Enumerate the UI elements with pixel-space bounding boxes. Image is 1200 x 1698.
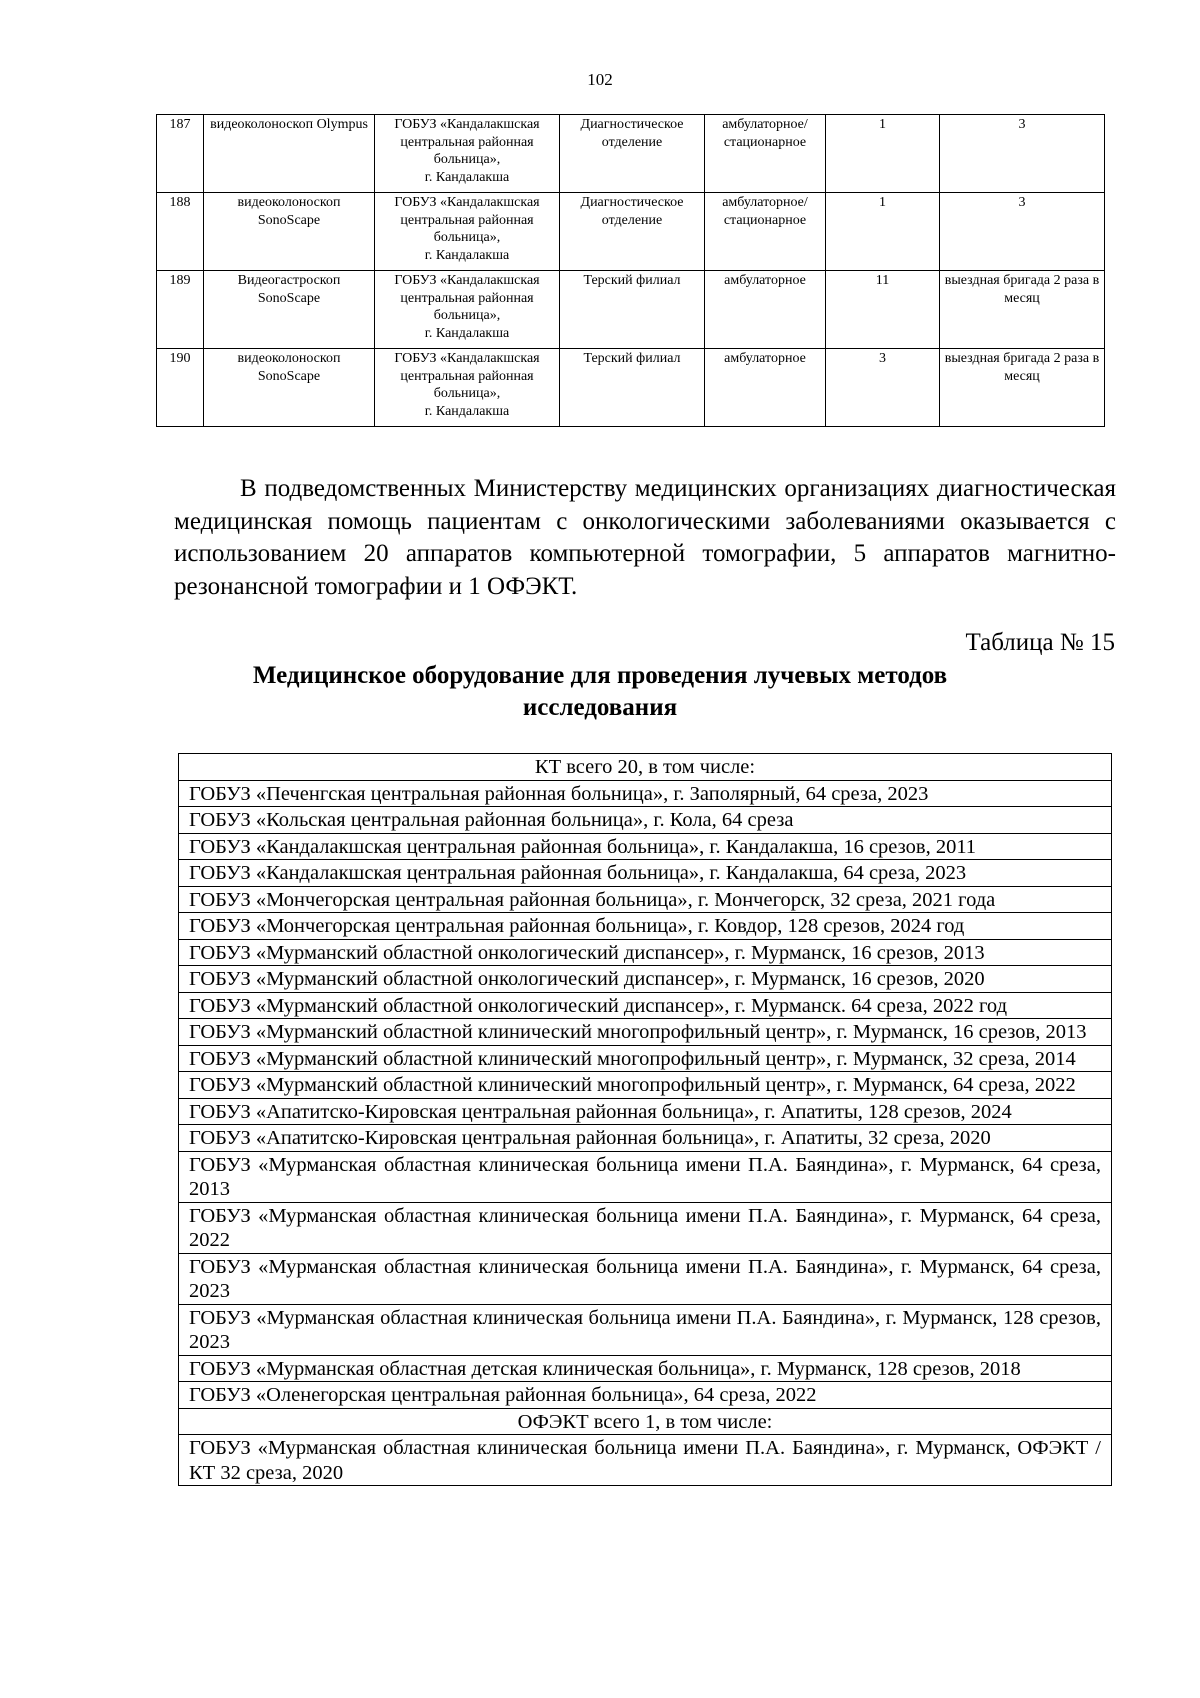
table-row bbox=[179, 1253, 1112, 1304]
table-row bbox=[157, 271, 1105, 349]
organization-cell bbox=[375, 349, 560, 427]
organization-line: ГОБУЗ «Кандалакшская bbox=[394, 273, 540, 288]
table-row bbox=[179, 1019, 1112, 1046]
organization-line: центральная районная bbox=[400, 134, 534, 150]
table-row bbox=[179, 1045, 1112, 1072]
equipment-entry-cell: ГОБУЗ «Мурманская областная детская клиническая больница», г. Мурманск, 128 срезов, 2018 bbox=[179, 1355, 1112, 1382]
quantity-cell: 11 bbox=[826, 271, 940, 349]
care-type-cell: амбулаторное bbox=[705, 271, 826, 349]
schedule-cell: выездная бригада 2 раза в месяц bbox=[940, 271, 1105, 349]
organization-line: г. Кандалакша bbox=[424, 247, 510, 263]
equipment-entry-cell: ГОБУЗ «Мурманский областной онкологический диспансер», г. Мурманск, 16 срезов, 2020 bbox=[179, 966, 1112, 993]
table-title-line: исследования bbox=[522, 694, 678, 721]
table-row bbox=[179, 966, 1112, 993]
equipment-entry-cell: ГОБУЗ «Мончегорская центральная районная больница», г. Ковдор, 128 срезов, 2024 год bbox=[179, 913, 1112, 940]
organization-line: ГОБУЗ «Кандалакшская bbox=[394, 195, 540, 210]
table-row bbox=[157, 115, 1105, 193]
device-name-cell: видеоколоноскоп SonoScape bbox=[204, 193, 375, 271]
equipment-entry-cell: ГОБУЗ «Печенгская центральная районная больница», г. Заполярный, 64 среза, 2023 bbox=[179, 780, 1112, 807]
schedule-cell: выездная бригада 2 раза в месяц bbox=[940, 349, 1105, 427]
organization-line: больница», bbox=[433, 230, 501, 245]
table-row bbox=[179, 1125, 1112, 1152]
row-number-cell: 187 bbox=[157, 115, 204, 193]
radiology-equipment-table bbox=[178, 753, 1112, 1486]
equipment-entry-cell: ГОБУЗ «Апатитско-Кировская центральная районная больница», г. Апатиты, 128 срезов, 2024 bbox=[179, 1098, 1112, 1125]
equipment-entry-cell: ГОБУЗ «Кольская центральная районная больница», г. Кола, 64 среза bbox=[179, 807, 1112, 834]
organization-line: центральная районная bbox=[400, 290, 534, 306]
table-row bbox=[179, 1151, 1112, 1202]
table-number: Таблица № 15 bbox=[965, 629, 1115, 656]
organization-line: г. Кандалакша bbox=[424, 403, 510, 419]
organization-line: больница», bbox=[433, 152, 501, 167]
table-row bbox=[179, 1202, 1112, 1253]
department-cell: Терский филиал bbox=[560, 349, 705, 427]
organization-line: центральная районная bbox=[400, 212, 534, 228]
schedule-cell: 3 bbox=[940, 115, 1105, 193]
equipment-entry-cell: ГОБУЗ «Мурманская областная клиническая больница имени П.А. Баяндина», г. Мурманск, 64 среза, 2013 bbox=[179, 1151, 1112, 1202]
table-row bbox=[179, 807, 1112, 834]
quantity-cell: 1 bbox=[826, 115, 940, 193]
equipment-entry-cell: ГОБУЗ «Кандалакшская центральная районная больница», г. Кандалакша, 16 срезов, 2011 bbox=[179, 833, 1112, 860]
equipment-table bbox=[156, 114, 1105, 427]
table-row bbox=[179, 1304, 1112, 1355]
equipment-entry-cell: ГОБУЗ «Апатитско-Кировская центральная районная больница», г. Апатиты, 32 среза, 2020 bbox=[179, 1125, 1112, 1152]
section-header-cell: ОФЭКТ всего 1, в том числе: bbox=[179, 1408, 1112, 1435]
organization-line: центральная районная bbox=[400, 368, 534, 384]
table-row bbox=[179, 913, 1112, 940]
table-row bbox=[179, 886, 1112, 913]
organization-line: больница», bbox=[433, 386, 501, 401]
department-cell: Диагностическое отделение bbox=[560, 193, 705, 271]
equipment-entry-cell: ГОБУЗ «Кандалакшская центральная районная больница», г. Кандалакша, 64 среза, 2023 bbox=[179, 860, 1112, 887]
organization-line: г. Кандалакша bbox=[424, 169, 510, 185]
page-number: 102 bbox=[587, 70, 613, 89]
table-row bbox=[179, 1435, 1112, 1486]
table-row bbox=[179, 780, 1112, 807]
department-cell: Терский филиал bbox=[560, 271, 705, 349]
schedule-cell: 3 bbox=[940, 193, 1105, 271]
table-row bbox=[157, 193, 1105, 271]
table-row bbox=[179, 1072, 1112, 1099]
device-name-cell: видеоколоноскоп SonoScape bbox=[204, 349, 375, 427]
table-row bbox=[179, 1098, 1112, 1125]
equipment-entry-cell: ГОБУЗ «Мурманский областной онкологический диспансер», г. Мурманск, 16 срезов, 2013 bbox=[179, 939, 1112, 966]
table-title bbox=[0, 660, 1200, 724]
table-row bbox=[179, 833, 1112, 860]
equipment-entry-cell: ГОБУЗ «Мурманский областной клинический многопрофильный центр», г. Мурманск, 64 среза, 2022 bbox=[179, 1072, 1112, 1099]
equipment-entry-cell: ГОБУЗ «Мурманская областная клиническая больница имени П.А. Баяндина», г. Мурманск, 64 среза, 2022 bbox=[179, 1202, 1112, 1253]
table-title-line: Медицинское оборудование для проведения лучевых методов bbox=[252, 662, 948, 689]
section-header-cell: КТ всего 20, в том числе: bbox=[179, 754, 1112, 781]
department-cell: Диагностическое отделение bbox=[560, 115, 705, 193]
equipment-entry-cell: ГОБУЗ «Мончегорская центральная районная больница», г. Мончегорск, 32 среза, 2021 года bbox=[179, 886, 1112, 913]
device-name-cell: видеоколоноскоп Olympus bbox=[204, 115, 375, 193]
quantity-cell: 1 bbox=[826, 193, 940, 271]
organization-line: г. Кандалакша bbox=[424, 325, 510, 341]
equipment-entry-cell: ГОБУЗ «Оленегорская центральная районная больница», 64 среза, 2022 bbox=[179, 1382, 1112, 1409]
organization-cell bbox=[375, 271, 560, 349]
equipment-entry-cell: ГОБУЗ «Мурманская областная клиническая больница имени П.А. Баяндина», г. Мурманск, 128 срезов, 2023 bbox=[179, 1304, 1112, 1355]
care-type-cell: амбулаторное/ стационарное bbox=[705, 193, 826, 271]
table-row bbox=[179, 1382, 1112, 1409]
organization-line: ГОБУЗ «Кандалакшская bbox=[394, 351, 540, 366]
equipment-entry-cell: ГОБУЗ «Мурманский областной клинический многопрофильный центр», г. Мурманск, 16 срезов, 2013 bbox=[179, 1019, 1112, 1046]
row-number-cell: 189 bbox=[157, 271, 204, 349]
body-paragraph: В подведомственных Министерству медицинских организациях диагностическая медицинская помощь пациентам с онкологическими заболеваниями оказывается с использованием 20 аппаратов компьютерной томографии, 5 аппаратов магнитно-резонансной томографии и 1 ОФЭКТ. bbox=[174, 475, 1116, 600]
device-name-cell: Видеогастроскоп SonoScape bbox=[204, 271, 375, 349]
section-header-row bbox=[179, 754, 1112, 781]
organization-line: ГОБУЗ «Кандалакшская bbox=[394, 117, 540, 132]
table-row bbox=[179, 1355, 1112, 1382]
organization-cell bbox=[375, 193, 560, 271]
equipment-entry-cell: ГОБУЗ «Мурманский областной клинический многопрофильный центр», г. Мурманск, 32 среза, 2014 bbox=[179, 1045, 1112, 1072]
section-header-row bbox=[179, 1408, 1112, 1435]
care-type-cell: амбулаторное/ стационарное bbox=[705, 115, 826, 193]
table-row bbox=[179, 939, 1112, 966]
care-type-cell: амбулаторное bbox=[705, 349, 826, 427]
table-row bbox=[179, 860, 1112, 887]
row-number-cell: 188 bbox=[157, 193, 204, 271]
table-row bbox=[157, 349, 1105, 427]
row-number-cell: 190 bbox=[157, 349, 204, 427]
table-row bbox=[179, 992, 1112, 1019]
equipment-entry-cell: ГОБУЗ «Мурманский областной онкологический диспансер», г. Мурманск. 64 среза, 2022 год bbox=[179, 992, 1112, 1019]
organization-cell bbox=[375, 115, 560, 193]
equipment-entry-cell: ГОБУЗ «Мурманская областная клиническая больница имени П.А. Баяндина», г. Мурманск, ОФЭКТ / КТ 32 среза, 2020 bbox=[179, 1435, 1112, 1486]
quantity-cell: 3 bbox=[826, 349, 940, 427]
organization-line: больница», bbox=[433, 308, 501, 323]
equipment-entry-cell: ГОБУЗ «Мурманская областная клиническая больница имени П.А. Баяндина», г. Мурманск, 64 среза, 2023 bbox=[179, 1253, 1112, 1304]
